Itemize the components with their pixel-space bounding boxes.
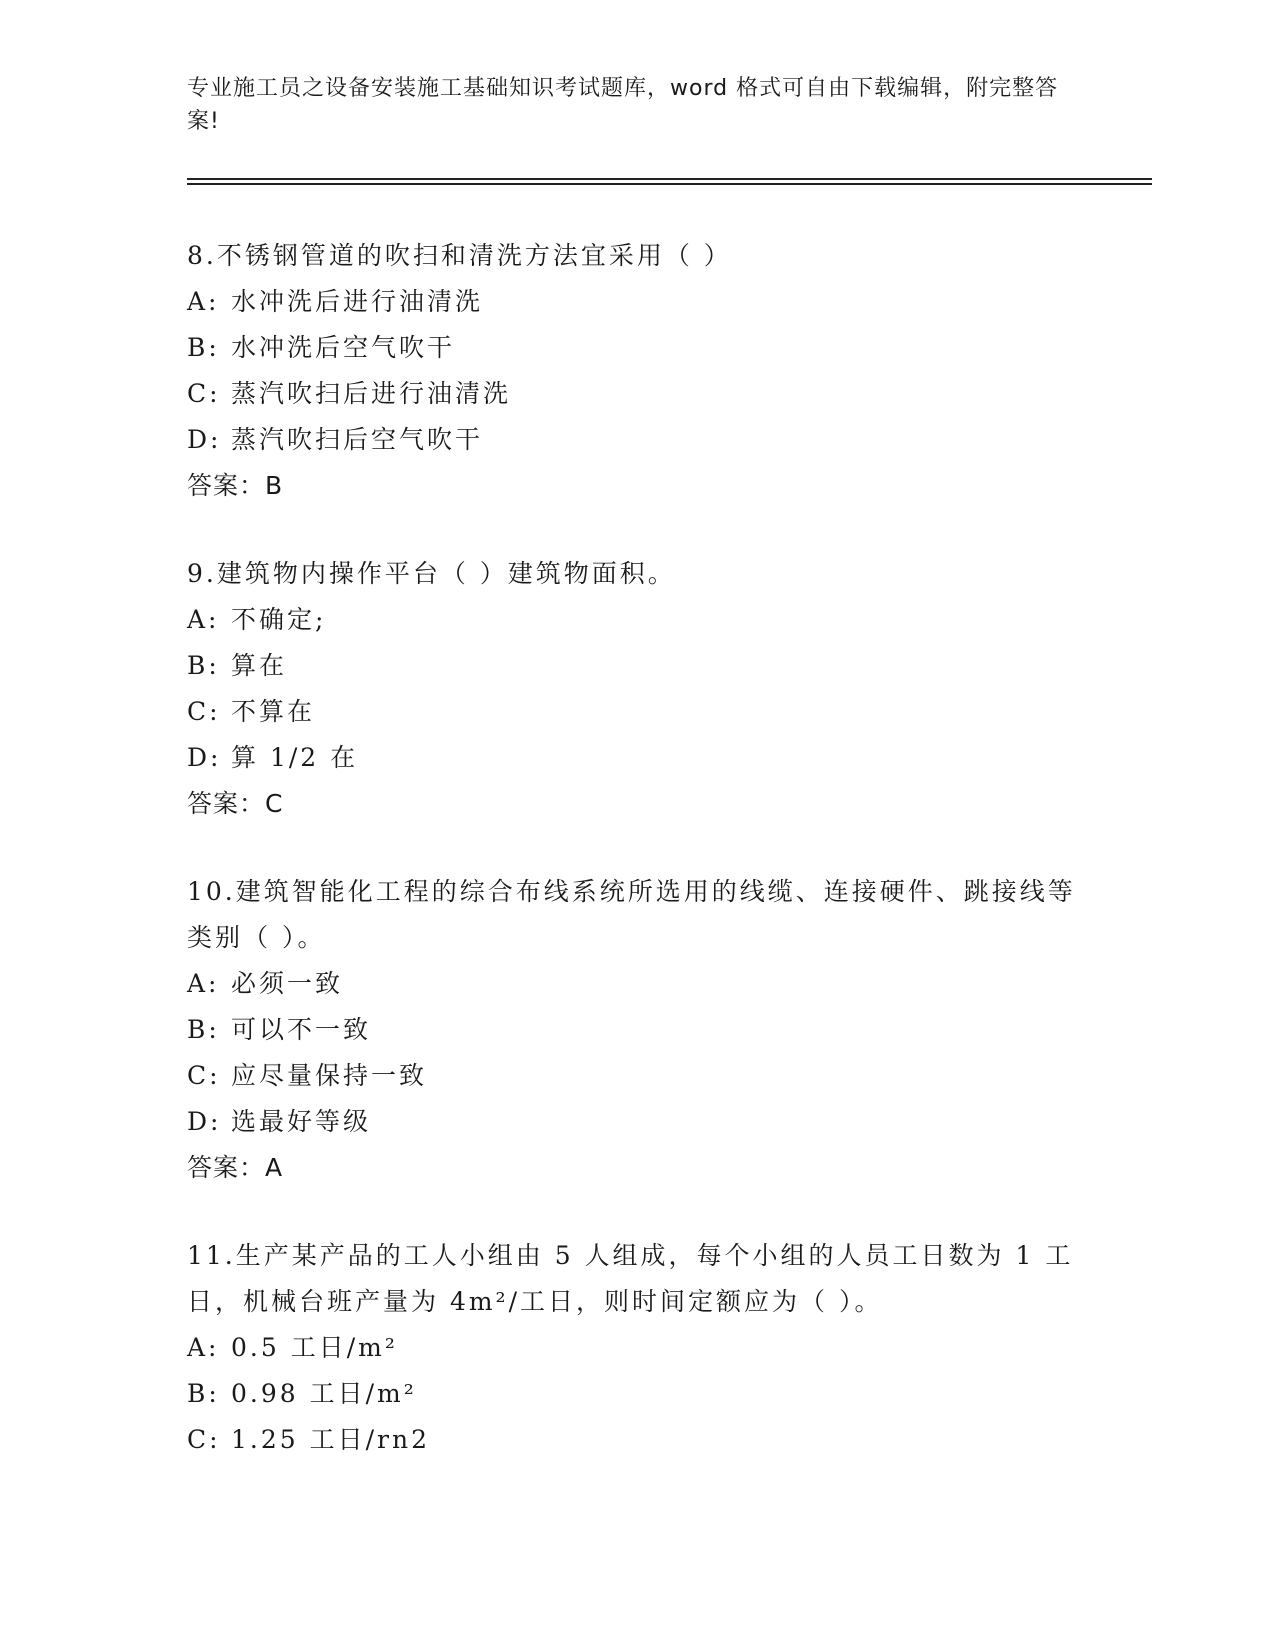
question-10 — [187, 869, 1087, 1191]
option-key: A: — [187, 1333, 220, 1362]
answer-label: 答案：B — [187, 471, 284, 500]
option-text: 不确定; — [231, 605, 327, 634]
option-key: B: — [187, 333, 220, 362]
question-9 — [187, 551, 1087, 827]
option-key: A: — [187, 969, 220, 998]
option-a — [187, 279, 1087, 325]
header-text: 专业施工员之设备安装施工基础知识考试题库，word 格式可自由下载编辑，附完整答案! — [187, 76, 1059, 134]
option-text: 算在 — [231, 651, 288, 680]
option-d — [187, 417, 1087, 463]
option-text: 必须一致 — [231, 969, 344, 998]
option-text: 水冲洗后空气吹干 — [231, 333, 456, 362]
option-b — [187, 1371, 1087, 1417]
option-key: C: — [187, 1061, 221, 1090]
option-key: C: — [187, 1425, 221, 1454]
option-a — [187, 1325, 1087, 1371]
question-stem: 8.不锈钢管道的吹扫和清洗方法宜采用（ ） — [187, 241, 732, 270]
question-list — [187, 233, 1087, 1505]
option-text: 0.98 工日/m² — [231, 1379, 417, 1408]
option-d — [187, 1099, 1087, 1145]
option-c — [187, 689, 1087, 735]
option-c — [187, 1053, 1087, 1099]
option-text: 蒸汽吹扫后空气吹干 — [231, 425, 484, 454]
option-a — [187, 961, 1087, 1007]
option-key: D: — [187, 1107, 222, 1136]
header-divider-top — [187, 178, 1152, 180]
option-c — [187, 1417, 1087, 1463]
question-8 — [187, 233, 1087, 509]
option-key: A: — [187, 287, 220, 316]
option-text: 选最好等级 — [231, 1107, 372, 1136]
option-text: 不算在 — [231, 697, 316, 726]
option-key: B: — [187, 1379, 220, 1408]
option-text: 水冲洗后进行油清洗 — [231, 287, 484, 316]
option-text: 可以不一致 — [231, 1015, 372, 1044]
question-stem: 9.建筑物内操作平台（ ）建筑物面积。 — [187, 559, 676, 588]
option-c — [187, 371, 1087, 417]
option-text: 算 1/2 在 — [231, 743, 359, 772]
document-header — [187, 72, 1067, 138]
option-text: 应尽量保持一致 — [231, 1061, 428, 1090]
option-key: C: — [187, 379, 221, 408]
option-key: D: — [187, 425, 222, 454]
question-stem: 11.生产某产品的工人小组由 5 人组成，每个小组的人员工日数为 1 工日，机械台班产量为 4m²/工日，则时间定额应为（ ）。 — [187, 1241, 1074, 1316]
option-text: 0.5 工日/m² — [231, 1333, 398, 1362]
header-divider-bottom — [187, 183, 1152, 185]
option-text: 蒸汽吹扫后进行油清洗 — [231, 379, 512, 408]
question-11 — [187, 1233, 1087, 1463]
option-a — [187, 597, 1087, 643]
option-key: A: — [187, 605, 220, 634]
option-b — [187, 325, 1087, 371]
option-key: B: — [187, 1015, 220, 1044]
option-b — [187, 1007, 1087, 1053]
option-key: B: — [187, 651, 220, 680]
option-d — [187, 735, 1087, 781]
option-text: 1.25 工日/rn2 — [231, 1425, 430, 1454]
answer-label: 答案：A — [187, 1153, 284, 1182]
answer-label: 答案：C — [187, 789, 284, 818]
option-b — [187, 643, 1087, 689]
option-key: D: — [187, 743, 222, 772]
option-key: C: — [187, 697, 221, 726]
question-stem: 10.建筑智能化工程的综合布线系统所选用的线缆、连接硬件、跳接线等类别（ ）。 — [187, 877, 1076, 952]
